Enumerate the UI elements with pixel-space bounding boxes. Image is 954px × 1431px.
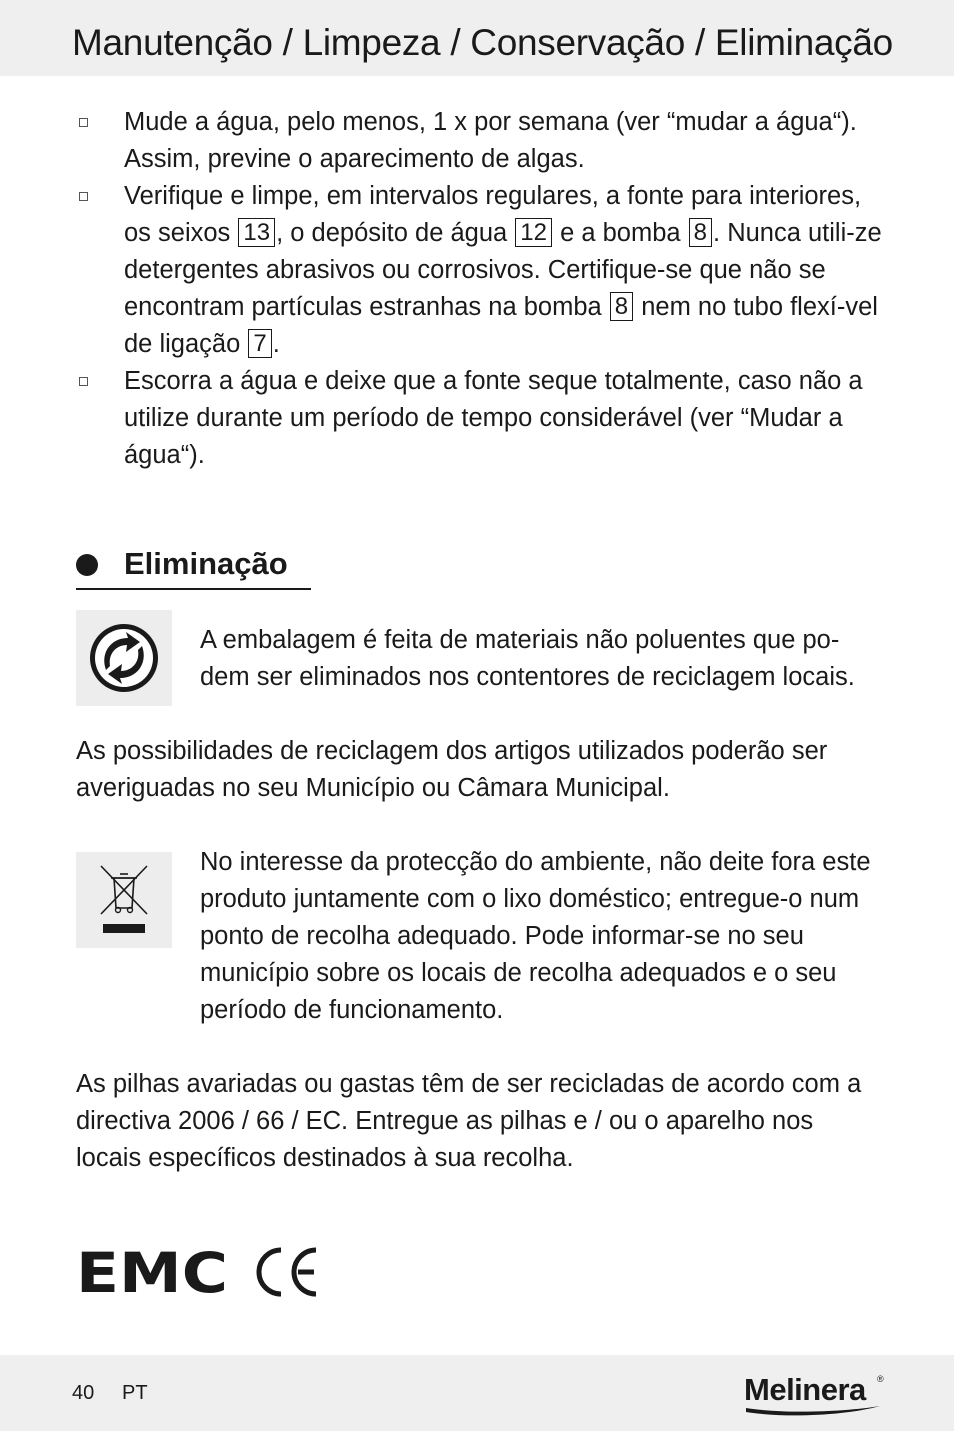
page-language: PT — [122, 1382, 148, 1404]
part-reference: 12 — [515, 218, 552, 247]
list-item — [76, 363, 886, 474]
checkbox-square-icon — [79, 118, 88, 127]
recycling-text: As possibilidades de reciclagem dos artigos utilizados poderão ser averiguadas no seu Município ou Câmara Municipal. — [76, 737, 828, 802]
green-dot-recycle-icon — [76, 610, 172, 706]
part-reference: 8 — [610, 292, 633, 321]
registered-mark: ® — [877, 1374, 884, 1384]
section-heading-disposal — [76, 544, 288, 584]
checkbox-square-icon — [79, 192, 88, 201]
bullet-text: . Nunca utili-ze detergentes abrasivos ou corrosivos. Certifique-se que não se encontram partículas estranhas na bomba — [124, 219, 882, 321]
emc-mark: EMC — [76, 1246, 228, 1298]
bullet-text: Verifique e limpe, em intervalos regulares, a fonte para interiores, os seixos — [124, 182, 862, 247]
bullet-text: . — [272, 330, 280, 358]
page-number: 40 — [72, 1382, 95, 1404]
brand-logo-text: Melinera — [744, 1372, 866, 1407]
section-title: Eliminação — [124, 546, 288, 581]
bullet-text: nem no tubo flexí-vel de ligação — [124, 293, 878, 358]
part-reference: 13 — [238, 218, 275, 247]
list-item — [76, 178, 886, 363]
crossed-out-wheelie-bin-icon — [76, 852, 172, 948]
list-item — [76, 104, 886, 178]
checkbox-square-icon — [79, 377, 88, 386]
bullet-text: e a bomba — [553, 219, 688, 247]
battery-text: As pilhas avariadas ou gastas têm de ser recicladas de acordo com a directiva 2006 / 66 / EC. Entregue as pilhas e / ou o aparelho nos locais específicos destinados à sua recolha. — [76, 1070, 862, 1172]
bullet-text: , o depósito de água — [276, 219, 515, 247]
bullet-dot-icon — [76, 554, 98, 576]
part-reference: 8 — [689, 218, 712, 247]
weee-text: No interesse da protecção do ambiente, não deite fora este produto juntamente com o lixo doméstico; entregue-o num ponto de recolha adequado. Pode informar-se no seu município sobre os locais de recolha adequados e o seu período de funcionamento. — [200, 848, 871, 1024]
section-underline — [76, 588, 311, 590]
maintenance-list — [76, 104, 886, 474]
bullet-text: Escorra a água e deixe que a fonte seque totalmente, caso não a utilize durante um período de tempo considerável (ver “Mudar a água“). — [124, 367, 863, 469]
emc-ce-logo — [76, 1246, 326, 1303]
page-title: Manutenção / Limpeza / Conservação / Eliminação — [72, 22, 893, 63]
packaging-text: A embalagem é feita de materiais não poluentes que po-dem ser eliminados nos contentores de reciclagem locais. — [200, 626, 855, 691]
ce-mark-icon — [259, 1250, 316, 1294]
brand-swoosh-icon — [744, 1402, 882, 1418]
part-reference: 7 — [248, 329, 271, 358]
bullet-text: Mude a água, pelo menos, 1 x por semana (ver “mudar a água“). Assim, previne o aparecimento de algas. — [124, 108, 857, 173]
